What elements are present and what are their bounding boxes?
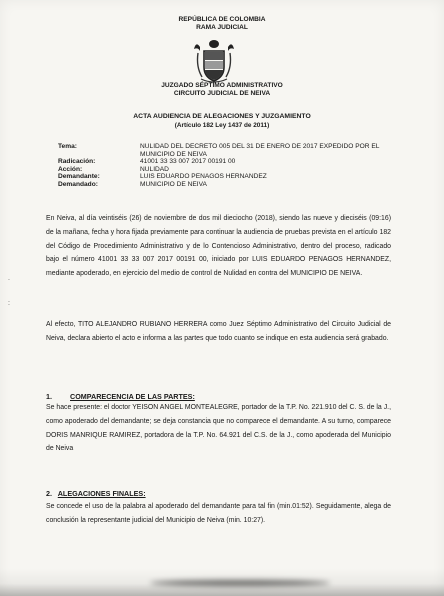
header-republic: REPÚBLICA DE COLOMBIA bbox=[178, 16, 266, 23]
court-name: JUZGADO SÉPTIMO ADMINISTRATIVO bbox=[161, 82, 283, 89]
meta-row-demandado bbox=[58, 181, 388, 189]
meta-value: NULIDAD bbox=[140, 165, 169, 173]
document-title: ACTA AUDIENCIA DE ALEGACIONES Y JUZGAMIENTO bbox=[133, 113, 311, 120]
intro-paragraph: En Neiva, al día veintiséis (26) de noviembre de dos mil dieciocho (2018), siendo las nueve y dieciséis (09:16) de la mañana, fecha y hora fijada previamente para continuar la audiencia de pruebas prevista en el artículo 182 del Código de Procedimiento Administrativo y de lo Contencioso Administrativo, dentro del proceso, radicado bajo el número 41001 33 33 007 2017 00191 00, iniciado por LUIS EDUARDO PENAGOS HERNANDEZ, mediante apoderado, en ejercicio del medio de control de Nulidad en contra del MUNICIPIO DE NEIVA. bbox=[46, 215, 391, 278]
section-number: 1. bbox=[46, 392, 52, 401]
meta-label: Demandante: bbox=[58, 173, 100, 181]
section-heading-2 bbox=[46, 489, 146, 498]
scan-smudge bbox=[150, 580, 330, 586]
section-title: ALEGACIONES FINALES: bbox=[57, 489, 146, 498]
document-subtitle: (Artículo 182 Ley 1437 de 2011) bbox=[174, 122, 270, 129]
meta-label: Tema: bbox=[58, 143, 77, 150]
meta-row-tema bbox=[58, 143, 388, 158]
section-title: COMPARECENCIA DE LAS PARTES: bbox=[70, 392, 195, 401]
case-metadata bbox=[58, 143, 388, 189]
arguments-paragraph: Se concede el uso de la palabra al apoderado del demandante para tal fin (min.01:52). Seguidamente, alega de conclusión la representante judicial del Municipio de Neiva (min. 10:27). bbox=[46, 503, 391, 524]
section-number: 2. bbox=[46, 489, 52, 498]
appearance-paragraph: Se hace presente: el doctor YEISON ANGEL MONTEALEGRE, portador de la T.P. No. 221.910 del C. S. de la J., como apoderado del demandante; se deja constancia que no comparece el demandante. A su turno, comparece DORIS MANRIQUE RAMIREZ, portadora de la T.P. No. 64.921 del C.S. de la J., como apoderada del Municipio de Neiva bbox=[46, 404, 391, 453]
coat-of-arms-icon bbox=[192, 37, 236, 85]
meta-label: Radicación: bbox=[58, 158, 96, 166]
meta-value: LUIS EDUARDO PENAGOS HERNANDEZ bbox=[140, 173, 267, 181]
meta-row-demandante bbox=[58, 173, 388, 181]
meta-value: 41001 33 33 007 2017 00191 00 bbox=[140, 158, 236, 166]
judge-paragraph: Al efecto, TITO ALEJANDRO RUBIANO HERRERA como Juez Séptimo Administrativo del Circuito Judicial de Neiva, declara abierto el acto e informa a las partes que todo cuanto se indique en esta audiencia será grabado. bbox=[46, 321, 391, 342]
meta-row-accion bbox=[58, 166, 388, 174]
scan-mark: . bbox=[8, 275, 10, 282]
header-branch: RAMA JUDICIAL bbox=[196, 24, 248, 31]
meta-label: Demandado: bbox=[58, 180, 98, 188]
meta-label: Acción: bbox=[58, 165, 83, 173]
section-heading-1 bbox=[46, 392, 195, 401]
court-circuit: CIRCUITO JUDICIAL DE NEIVA bbox=[173, 90, 271, 97]
meta-value: MUNICIPIO DE NEIVA bbox=[140, 180, 207, 188]
meta-value: NULIDAD DEL DECRETO 005 DEL 31 DE ENERO DE 2017 EXPEDIDO POR EL MUNICIPIO DE NEIVA bbox=[140, 143, 380, 158]
meta-row-radicacion bbox=[58, 158, 388, 166]
scan-mark: : bbox=[8, 300, 10, 307]
